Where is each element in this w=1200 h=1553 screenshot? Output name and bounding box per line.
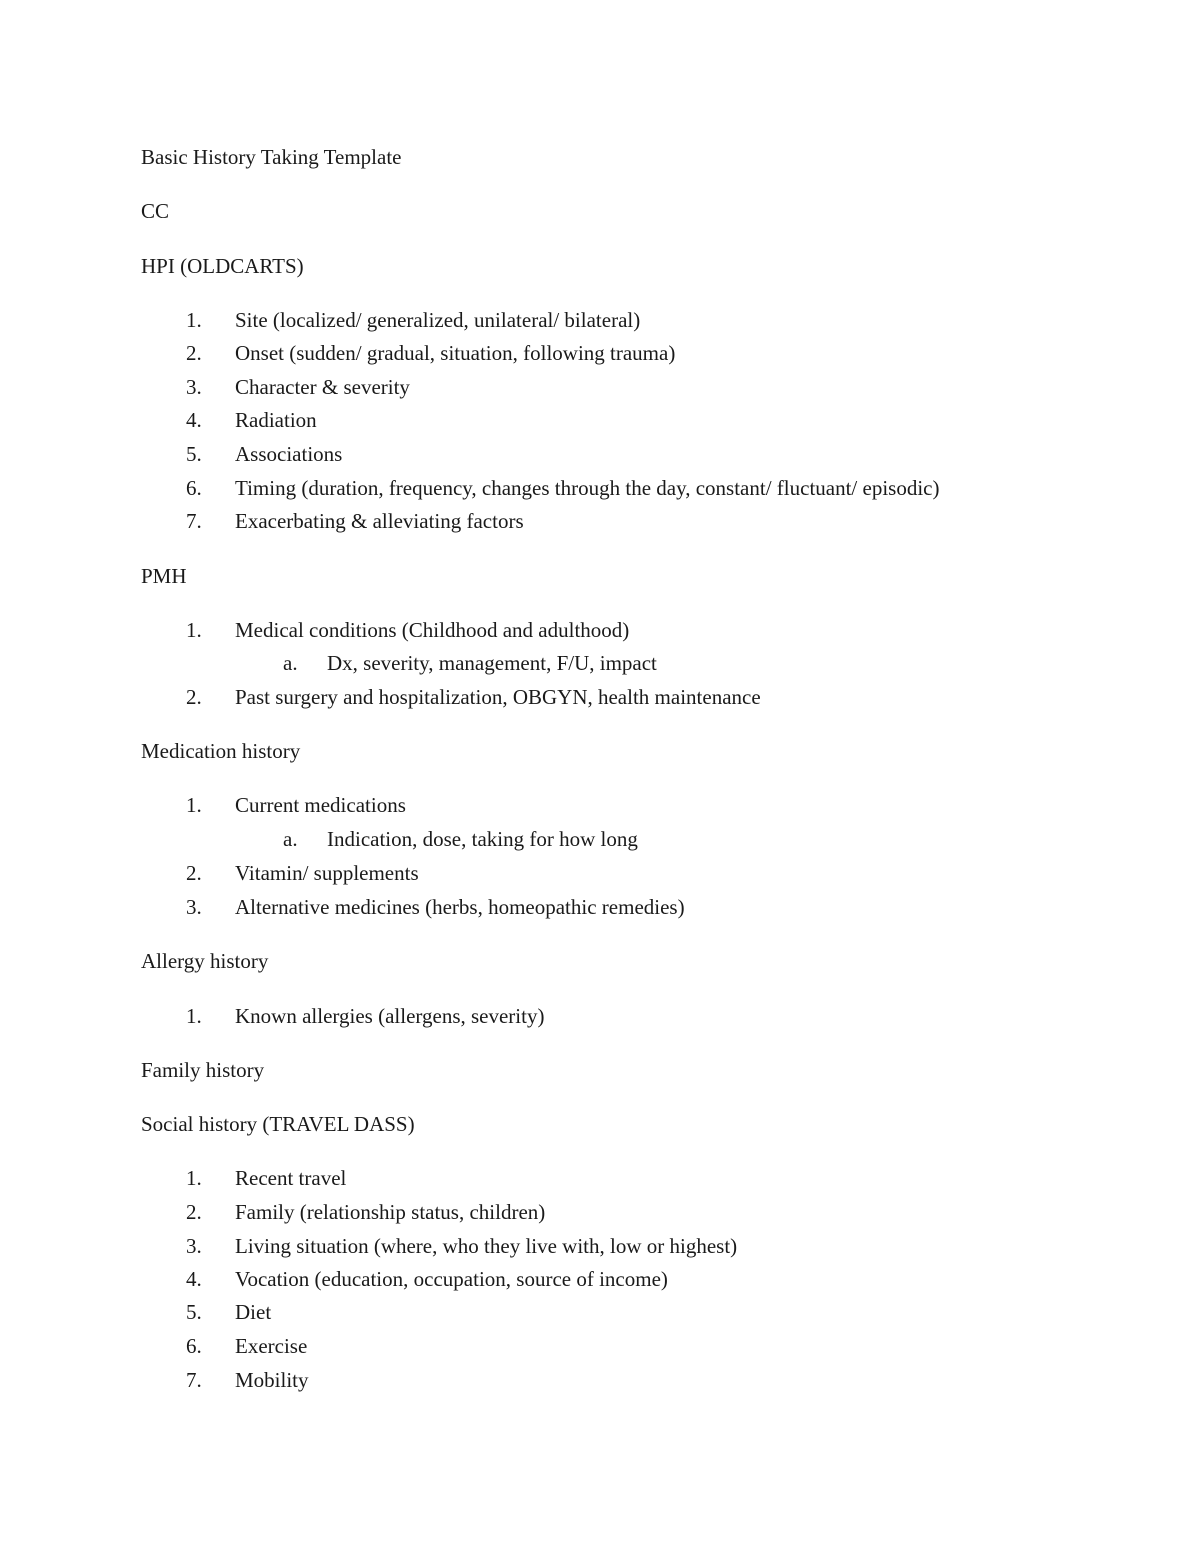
list-item-number: 3.	[186, 895, 202, 919]
list-item: Character & severity	[235, 375, 410, 399]
sub-list-item: Dx, severity, management, F/U, impact	[327, 651, 657, 675]
list-item: Past surgery and hospitalization, OBGYN, health maintenance	[235, 685, 761, 709]
section-heading-social-history: Social history (TRAVEL DASS)	[141, 1112, 415, 1136]
list-item-number: 1.	[186, 308, 202, 332]
list-item-number: 1.	[186, 1004, 202, 1028]
list-item: Known allergies (allergens, severity)	[235, 1004, 545, 1028]
list-item-number: 6.	[186, 476, 202, 500]
list-item: Exacerbating & alleviating factors	[235, 509, 524, 533]
list-item-number: 1.	[186, 793, 202, 817]
list-item: Site (localized/ generalized, unilateral/ bilateral)	[235, 308, 641, 332]
section-heading-family-history: Family history	[141, 1058, 265, 1082]
list-item: Alternative medicines (herbs, homeopathic remedies)	[235, 895, 685, 919]
list-item: Timing (duration, frequency, changes through the day, constant/ fluctuant/ episodic)	[235, 476, 940, 500]
sub-item-letter: a.	[283, 827, 298, 851]
section-heading-pmh: PMH	[141, 564, 187, 588]
list-item: Associations	[235, 442, 343, 466]
sub-item-letter: a.	[283, 651, 298, 675]
list-item: Exercise	[235, 1334, 308, 1358]
list-item-number: 2.	[186, 685, 202, 709]
list-item-number: 7.	[186, 1368, 202, 1392]
list-item-number: 5.	[186, 1300, 202, 1324]
list-item: Medical conditions (Childhood and adulthood)	[235, 618, 630, 642]
list-item-number: 1.	[186, 1166, 202, 1190]
list-item: Radiation	[235, 408, 317, 432]
list-item-number: 4.	[186, 1267, 202, 1291]
list-item: Recent travel	[235, 1166, 347, 1190]
list-item: Onset (sudden/ gradual, situation, following trauma)	[235, 341, 676, 365]
list-item: Current medications	[235, 793, 406, 817]
section-heading-allergy-history: Allergy history	[141, 949, 269, 973]
list-item: Mobility	[235, 1368, 309, 1392]
section-heading-hpi: HPI (OLDCARTS)	[141, 254, 304, 278]
section-heading-cc: CC	[141, 199, 170, 223]
list-item-number: 6.	[186, 1334, 202, 1358]
list-item-number: 3.	[186, 375, 202, 399]
list-item-number: 2.	[186, 861, 202, 885]
document-title: Basic History Taking Template	[141, 145, 402, 169]
list-item-number: 2.	[186, 1200, 202, 1224]
sub-list-item: Indication, dose, taking for how long	[327, 827, 638, 851]
list-item-number: 4.	[186, 408, 202, 432]
list-item-number: 5.	[186, 442, 202, 466]
list-item-number: 3.	[186, 1234, 202, 1258]
list-item: Living situation (where, who they live with, low or highest)	[235, 1234, 738, 1258]
list-item: Diet	[235, 1300, 272, 1324]
list-item-number: 2.	[186, 341, 202, 365]
list-item: Vocation (education, occupation, source of income)	[235, 1267, 668, 1291]
section-heading-medication-history: Medication history	[141, 739, 301, 763]
list-item-number: 7.	[186, 509, 202, 533]
list-item-number: 1.	[186, 618, 202, 642]
list-item: Vitamin/ supplements	[235, 861, 419, 885]
list-item: Family (relationship status, children)	[235, 1200, 546, 1224]
